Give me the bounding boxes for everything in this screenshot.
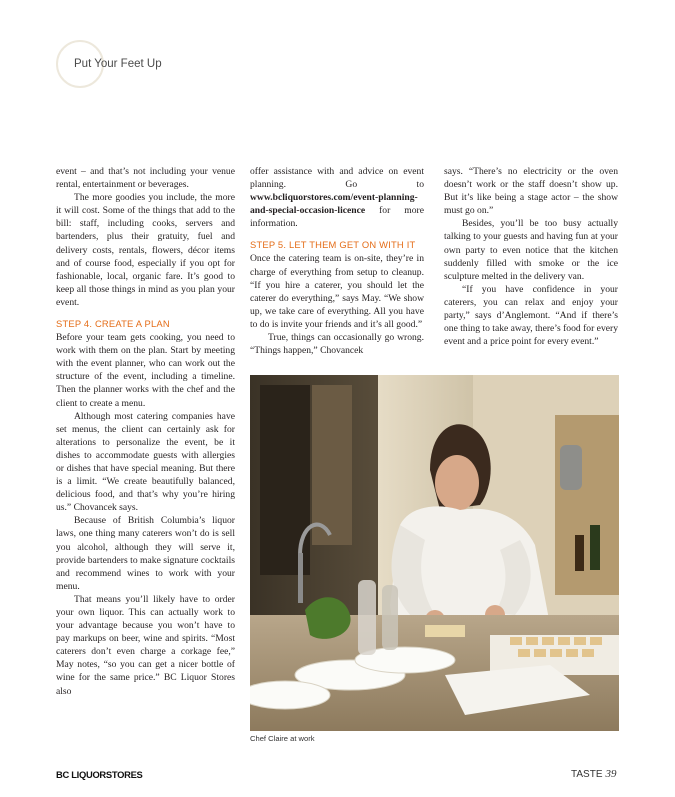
chef-photo bbox=[250, 375, 619, 731]
paragraph: “If you have confidence in your caterers, you can relax and enjoy your party,” says d’Anglemont. “And if there’s one thing to take away, there’s food for every event and a price point for every event.” bbox=[444, 283, 618, 348]
paragraph: Besides, you’ll be too busy actually talking to your guests and having fun at your own party to even notice that the kitchen suddenly filled with smoke or the ice sculpture melted in the delivery van. bbox=[444, 218, 618, 282]
paragraph: True, things can occasionally go wrong. “Things happen,” Chovancek bbox=[250, 332, 424, 357]
section-header bbox=[52, 38, 252, 94]
paragraph: Before your team gets cooking, you need to work with them on the plan. Start by meeting with the event planner, who can work out the structure of the event, including a timeline. Then the planner works with the chef and the client to create a menu. bbox=[56, 332, 235, 409]
bc-liquor-stores-logo bbox=[56, 769, 143, 780]
paragraph: That means you’ll likely have to order your own liquor. This can actually work to your advantage because you won’t have to pay markups on beer, wine and spirits. “Most caterers don’t even charge a corkage fee,” May notes, “so you can get a nicer bottle of wine for the same price.” BC Liquor Stores also bbox=[56, 593, 235, 697]
paragraph: The more goodies you include, the more it will cost. Some of the things that add to the bill: staff, including cooks, servers and bartenders, plus their gratuity, fuel and delivery costs, rentals, flowers, décor items and of course food, especially if you opt for fashionable, local, organic fare. It’s good to keep all those things in mind as you plan your event. bbox=[56, 192, 235, 308]
paragraph: Because of British Columbia’s liquor laws, one thing many caterers won’t do is sell you alcohol, although they will serve it, provide bartenders to make signature cocktails and recommend wines to work with your menu. bbox=[56, 515, 235, 592]
chef-photo-illustration bbox=[250, 375, 619, 731]
paragraph-text: offer assistance with and advice on event planning. Go to bbox=[250, 166, 424, 191]
paragraph: event – and that’s not including your venue rental, entertainment or beverages. bbox=[56, 166, 235, 191]
page-number: 39 bbox=[605, 768, 617, 780]
paragraph: Once the catering team is on-site, they’re in charge of everything from setup to cleanup. “If you hire a caterer, you should let the caterer do everything,” says May. “We show up, we take care of everything. All you have to do is invite your friends and it’s all good.” bbox=[250, 253, 424, 330]
logo-text-light: STORES bbox=[105, 769, 143, 780]
paragraph bbox=[250, 165, 424, 230]
section-title: Put Your Feet Up bbox=[74, 58, 162, 70]
step-5-heading: STEP 5. LET THEM GET ON WITH IT bbox=[250, 239, 416, 251]
logo-text-strong: BC LIQUOR bbox=[56, 769, 106, 780]
paragraph: says. “There’s no electricity or the oven doesn’t work or the staff doesn’t show up. But it’s like being a stage actor – the show must go on.” bbox=[444, 166, 618, 217]
article-column-3 bbox=[444, 165, 618, 348]
step-4-heading: STEP 4. CREATE A PLAN bbox=[56, 318, 170, 330]
website-link[interactable]: www.bcliquorstores.com/event-planning-and-special-occasion-licence bbox=[250, 192, 418, 217]
article-column-1 bbox=[56, 165, 235, 698]
photo-caption: Chef Claire at work bbox=[250, 734, 315, 743]
magazine-name: TASTE bbox=[571, 769, 603, 780]
article-column-2 bbox=[250, 165, 424, 357]
paragraph-text: for more information. bbox=[250, 205, 424, 230]
paragraph: Although most catering companies have set menus, the client can certainly ask for alterations to personalize the event, be it dishes to accommodate guests with allergies or dishes that have special meaning. But there is a limit. “We create beautifully balanced, delicious food, and that’s why you’re hiring us.” Chovancek says. bbox=[56, 410, 235, 514]
page-footer bbox=[571, 768, 616, 780]
